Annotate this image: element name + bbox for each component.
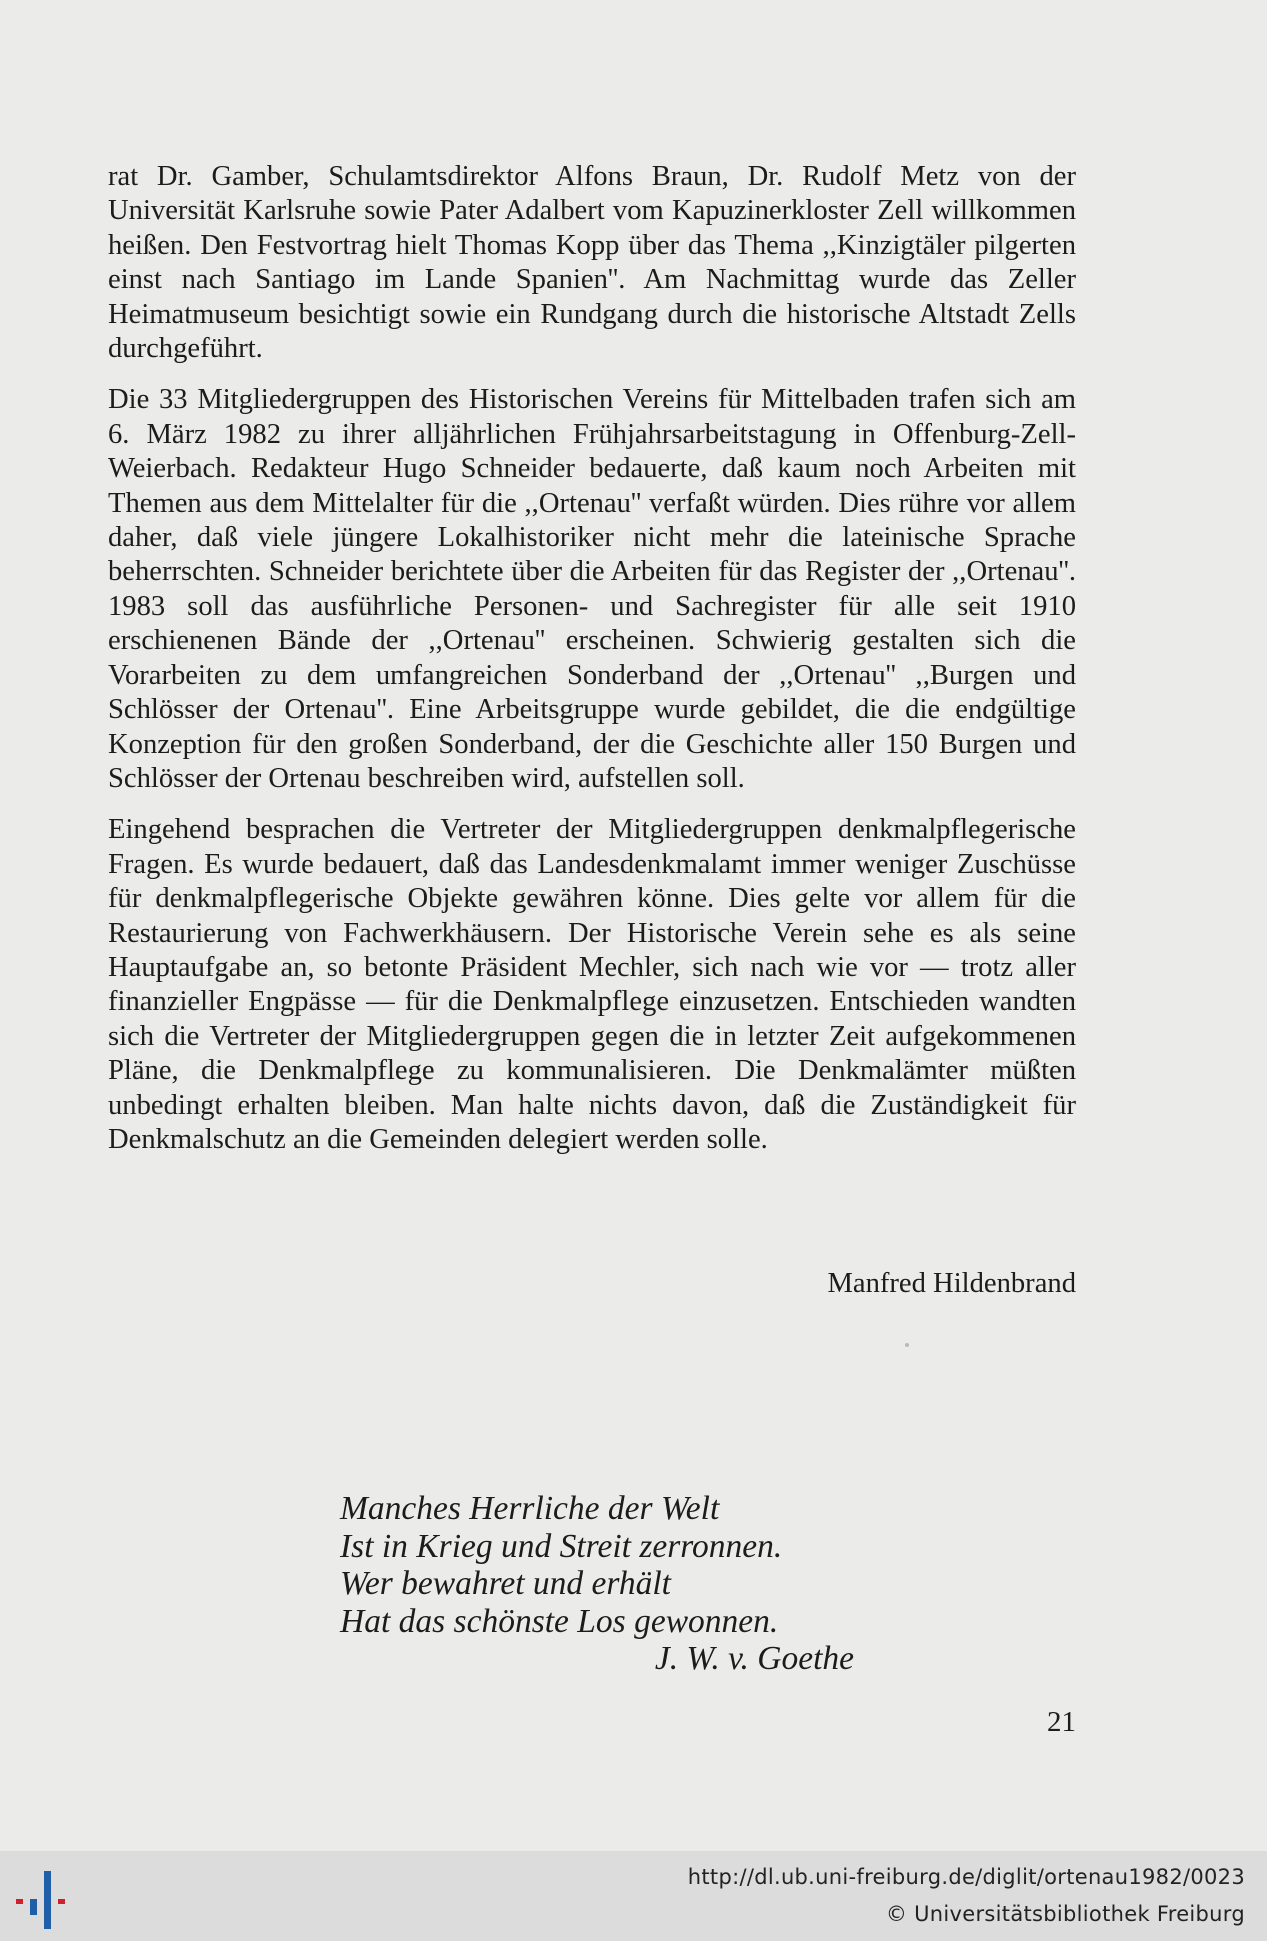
library-footer [0, 1851, 1267, 1941]
poem-line: Hat das schönste Los gewonnen. [340, 1602, 779, 1640]
author-signature: Manfred Hildenbrand [827, 1268, 1076, 1299]
paragraph: rat Dr. Gamber, Schulamtsdirektor Alfons Braun, Dr. Rudolf Metz von der Universität Karlsruhe sowie Pater Adalbert vom Kapuzinerkloster Zell willkommen heißen. Den Festvortrag hielt Thomas Kopp über das Thema ,,Kinzigtäler pilgerten einst nach Santiago im Lande Spanien''. Am Nachmittag wurde das Zeller Heimatmuseum besichtigt sowie ein Rundgang durch die historische Altstadt Zells durchgeführt. [108, 161, 1076, 365]
page-number: 21 [1047, 1706, 1076, 1738]
poem-line: Ist in Krieg und Streit zerronnen. [340, 1527, 783, 1565]
paragraph: Eingehend besprachen die Vertreter der Mitgliedergruppen denkmalpflegerische Fragen. Es wurde bedauert, daß das Landesdenkmalamt immer weniger Zuschüsse für denkmalpflegerische Objekte gewähren könne. Dies gelte vor allem für die Restaurierung von Fachwerkhäusern. Der Historische Verein sehe es als seine Hauptaufgabe an, so betonte Präsident Mechler, sich nach wie vor — trotz aller finanzieller Engpässe — für die Denkmalpflege einzusetzen. Entschieden wandten sich die Vertreter der Mitgliedergruppen gegen die in letzter Zeit aufgekommenen Pläne, die Denkmalpflege zu kommunalisieren. Die Denkmalämter müßten unbedingt erhalten bleiben. Man halte nichts davon, daß die Zuständigkeit für Denkmalschutz an die Gemeinden delegiert werden solle. [108, 814, 1076, 1155]
scan-speck [905, 1343, 909, 1347]
body-text [108, 160, 1076, 1174]
poem-author: J. W. v. Goethe [654, 1640, 854, 1677]
ub-freiburg-logo-icon[interactable] [14, 1861, 80, 1933]
goethe-quote [340, 1490, 860, 1678]
source-url-link[interactable]: http://dl.ub.uni-freiburg.de/diglit/ortenau1982/0023 [687, 1865, 1245, 1889]
poem-line: Manches Herrliche der Welt [340, 1490, 720, 1527]
poem-line: Wer bewahret und erhält [340, 1565, 671, 1602]
copyright-notice: © Universitätsbibliothek Freiburg [885, 1902, 1245, 1926]
paragraph: Die 33 Mitgliedergruppen des Historischen Vereins für Mittelbaden trafen sich am 6. März 1982 zu ihrer alljährlichen Frühjahrsarbeitstagung in Offenburg-Zell-Weierbach. Redakteur Hugo Schneider bedauerte, daß kaum noch Arbeiten mit Themen aus dem Mittelalter für die ,,Ortenau'' verfaßt würden. Dies rühre vor allem daher, daß viele jüngere Lokalhistoriker nicht mehr die lateinische Sprache beherrschten. Schneider berichtete über die Arbeiten für das Register der ,,Ortenau''. 1983 soll das ausführliche Personen- und Sachregister für alle seit 1910 erschienenen Bände der ,,Ortenau'' erscheinen. Schwierig gestalten sich die Vorarbeiten zu dem umfangreichen Sonderband der ,,Ortenau'' ,,Burgen und Schlösser der Ortenau''. Eine Arbeitsgruppe wurde gebildet, die die endgültige Konzeption für den großen Sonderband, der die Geschichte aller 150 Burgen und Schlösser der Ortenau beschreiben wird, aufstellen soll. [108, 384, 1076, 794]
